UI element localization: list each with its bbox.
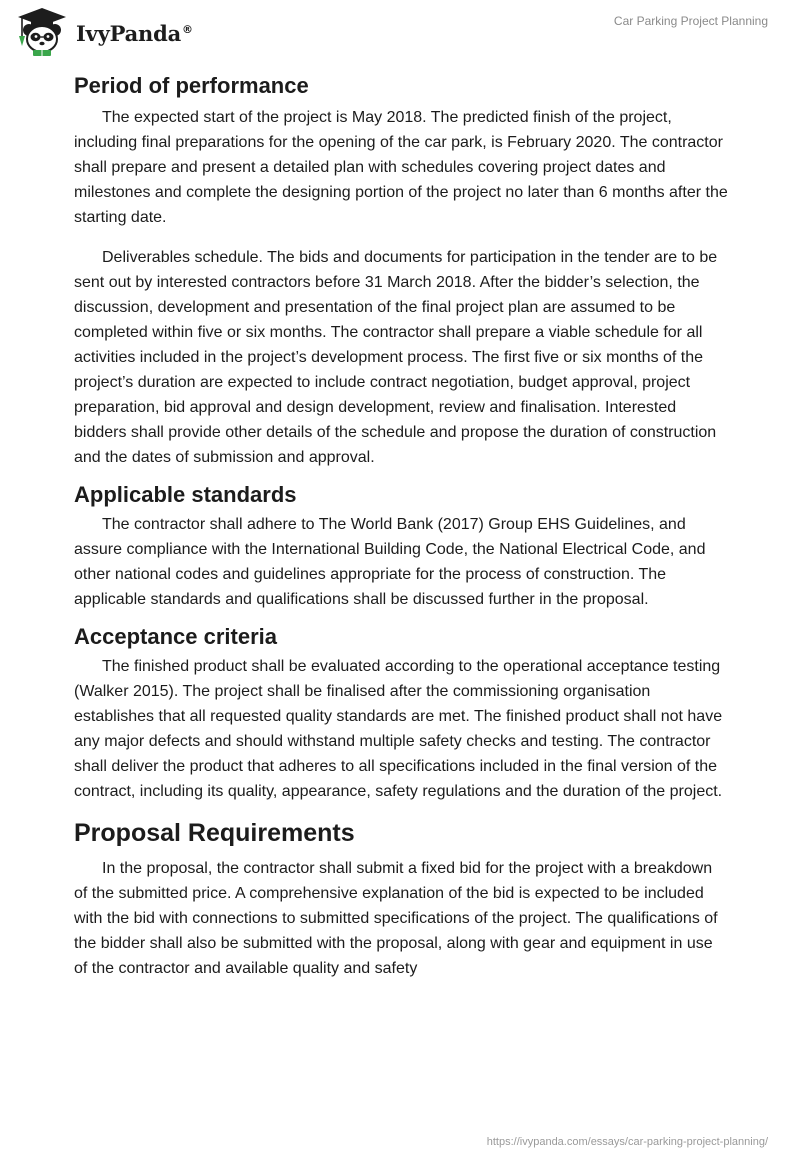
heading-applicable-standards: Applicable standards <box>74 482 297 507</box>
panda-graduate-icon <box>14 6 70 58</box>
paragraph-period-1: The expected start of the project is May 2018. The predicted finish of the project, including final preparations for the opening of the car park, is February 2020. The contractor shall prepare and present a detailed plan with schedules covering project dates and milestones and complete the designing portion of the project no later than 6 months after the starting date. <box>74 109 728 226</box>
source-url[interactable]: https://ivypanda.com/essays/car-parking-project-planning/ <box>486 1136 768 1148</box>
brand-logo[interactable] <box>14 6 193 58</box>
heading-period-of-performance: Period of performance <box>74 73 309 98</box>
heading-proposal-requirements: Proposal Requirements <box>74 819 355 847</box>
paragraph-proposal-1: In the proposal, the contractor shall submit a fixed bid for the project with a breakdown of the submitted price. A comprehensive explanation of the bid is expected to be included with the bid with connections to submitted specifications of the project. The qualifications of the bidder shall also be submitted with the proposal, along with gear and equipment in use of the contractor and available quality and safety <box>74 860 718 977</box>
paragraph-acceptance-1: The finished product shall be evaluated according to the operational acceptance testing (Walker 2015). The project shall be finalised after the commissioning organisation establishes that all requested quality standards are met. The finished product shall not have any major defects and should withstand multiple safety checks and testing. The contractor shall deliver the product that adheres to all specifications included in the final version of the contract, including its quality, appearance, safety regulations and the duration of the project. <box>74 658 723 800</box>
paragraph-period-2: Deliverables schedule. The bids and documents for participation in the tender are to be sent out by interested contractors before 31 March 2018. After the bidder’s selection, the discussion, development and presentation of the final project plan are assumed to be completed within five or six months. The contractor shall prepare a viable schedule for all activities included in the project’s development process. The first five or six months of the project’s duration are expected to include contract negotiation, budget approval, project preparation, bid approval and design development, review and finalisation. Interested bidders shall provide other details of the schedule and propose the duration of construction and the dates of submission and approval. <box>74 249 718 466</box>
running-title: Car Parking Project Planning <box>613 14 768 28</box>
paragraph-standards-1: The contractor shall adhere to The World Bank (2017) Group EHS Guidelines, and assure compliance with the International Building Code, the National Electrical Code, and other national codes and guidelines appropriate for the process of construction. The applicable standards and qualifications shall be discussed further in the proposal. <box>74 516 706 608</box>
brand-name: IvyPanda® <box>76 20 193 46</box>
registered-mark: ® <box>182 22 193 36</box>
essay-content <box>74 71 728 981</box>
page-header <box>0 0 800 64</box>
heading-acceptance-criteria: Acceptance criteria <box>74 624 277 649</box>
